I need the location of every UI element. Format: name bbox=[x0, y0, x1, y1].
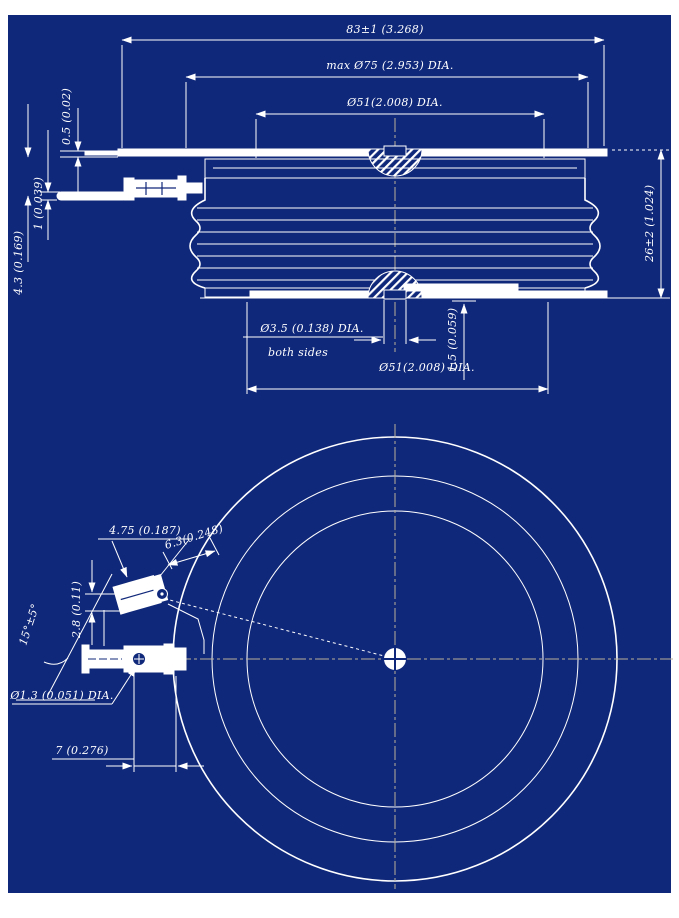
dim-gate-offset: 2.8 (0.11) bbox=[70, 580, 83, 638]
dim-pole-dia-top: Ø51(2.008) DIA. bbox=[347, 96, 443, 109]
pin-flange bbox=[178, 176, 186, 200]
drawing-canvas bbox=[8, 15, 671, 893]
center-hole-note: both sides bbox=[267, 346, 329, 359]
gate-pin bbox=[186, 183, 202, 193]
bottom-flange bbox=[250, 291, 607, 297]
dim-flange-thickness: 0.5 (0.02) bbox=[60, 87, 73, 145]
dim-hole-spacing: 7 (0.276) bbox=[55, 744, 109, 757]
cathode-terminal-end bbox=[174, 648, 186, 670]
top-center-hole bbox=[384, 146, 406, 156]
bottom-flange-bar bbox=[404, 284, 518, 291]
flexible-lead bbox=[57, 192, 127, 200]
dim-gate-angle: 15°±5° bbox=[16, 601, 43, 647]
dim-center-hole-dia: Ø3.5 (0.138) DIA. bbox=[260, 322, 364, 335]
dim-overall-width: 83±1 (3.268) bbox=[346, 23, 424, 36]
dim-pole-dia-bottom: Ø51(2.008) DIA. bbox=[379, 361, 475, 374]
top-flange-left-lip bbox=[85, 151, 120, 155]
dim-lead-thickness: 1 (0.039) bbox=[32, 176, 45, 230]
dim-height: 26±2 (1.024) bbox=[643, 184, 656, 262]
lead-bracket bbox=[124, 178, 134, 200]
top-flange bbox=[118, 149, 607, 156]
dim-lead-offset: 4.3 (0.169) bbox=[12, 230, 25, 295]
dim-recess-depth: 1.5 (0.059) bbox=[446, 307, 459, 372]
bottom-center-hole bbox=[384, 290, 406, 299]
dim-gate-terminal-width: 4.75 (0.187) bbox=[109, 524, 181, 537]
dim-gate-terminal-length: 6.3(0.248) bbox=[163, 521, 225, 552]
dim-max-dia: max Ø75 (2.953) DIA. bbox=[326, 59, 454, 72]
gate-terminal-hole-center bbox=[160, 592, 163, 595]
dim-lead-hole-dia: Ø1.3 (0.051) DIA. bbox=[10, 689, 114, 702]
cathode-terminal-collar bbox=[164, 644, 174, 674]
